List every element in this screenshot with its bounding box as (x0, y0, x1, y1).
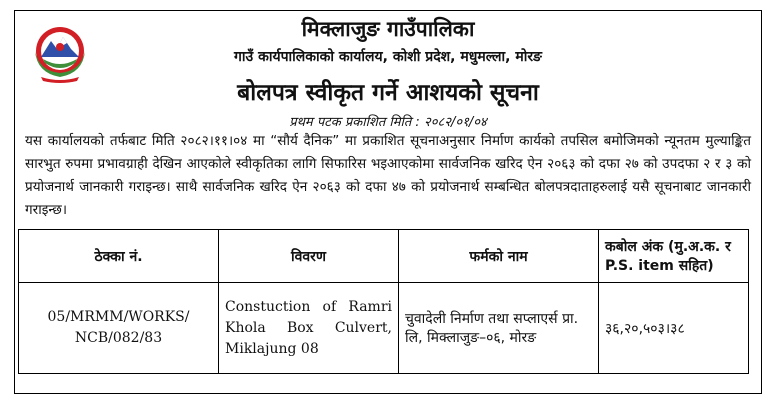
header-description: विवरण (219, 230, 399, 283)
header-contract-no: ठेक्का नं. (19, 230, 219, 283)
header-firm-name: फर्मको नाम (399, 230, 599, 283)
office-address: गाउँ कार्यपालिकाको कार्यालय, कोशी प्रदेश, मधुमल्ला, मोरङ (234, 49, 542, 65)
cell-contract-no: 05/MRMM/WORKS/ NCB/082/83 (19, 283, 219, 374)
table-header-row (19, 230, 749, 283)
municipality-name: मिक्लाजुङ गाउँपालिका (301, 17, 475, 41)
contract-award-table (18, 229, 749, 374)
notice-paragraph: यस कार्यालयको तर्फबाट मिति २०८२।११।०४ मा “सौर्य दैनिक” मा प्रकाशित सूचनाअनुसार निर्माण कार्यको तपसिल बमोजिमको न्यूनतम मुल्याङ्कित सारभुत रुपमा प्रभावग्राही देखिन आएकोले स्वीकृतिका लागि सिफारिस भइआएकोमा सार्वजनिक खरिद ऐन २०६३ को दफा २७ को उपदफा २ र ३ को प्रयोजनार्थ जानकारी गराइन्छ। साथै सार्वजनिक खरिद ऐन २०६३ को दफा ४७ को प्रयोजनार्थ सम्बन्धित बोलपत्रदाताहरुलाई यसै सूचनाबाट जानकारी गराइन्छ। (25, 133, 751, 218)
cell-firm-name: चुवादेली निर्माण तथा सप्लाएर्स प्रा. लि, मिक्लाजुङ–०६, मोरङ (399, 283, 599, 374)
cell-bid-amount: ३६,२०,५०३।३८ (599, 283, 749, 374)
table-row (19, 283, 749, 374)
first-published-date: प्रथम पटक प्रकाशित मिति : २०८२/०१/०४ (289, 115, 487, 130)
notice-title: बोलपत्र स्वीकृत गर्ने आशयको सूचना (237, 80, 539, 106)
cell-description: Constuction of Ramri Khola Box Culvert, Miklajung 08 (219, 283, 399, 374)
header-bid-amount: कबोल अंक (मु.अ.क. र P.S. item सहित) (599, 230, 749, 283)
